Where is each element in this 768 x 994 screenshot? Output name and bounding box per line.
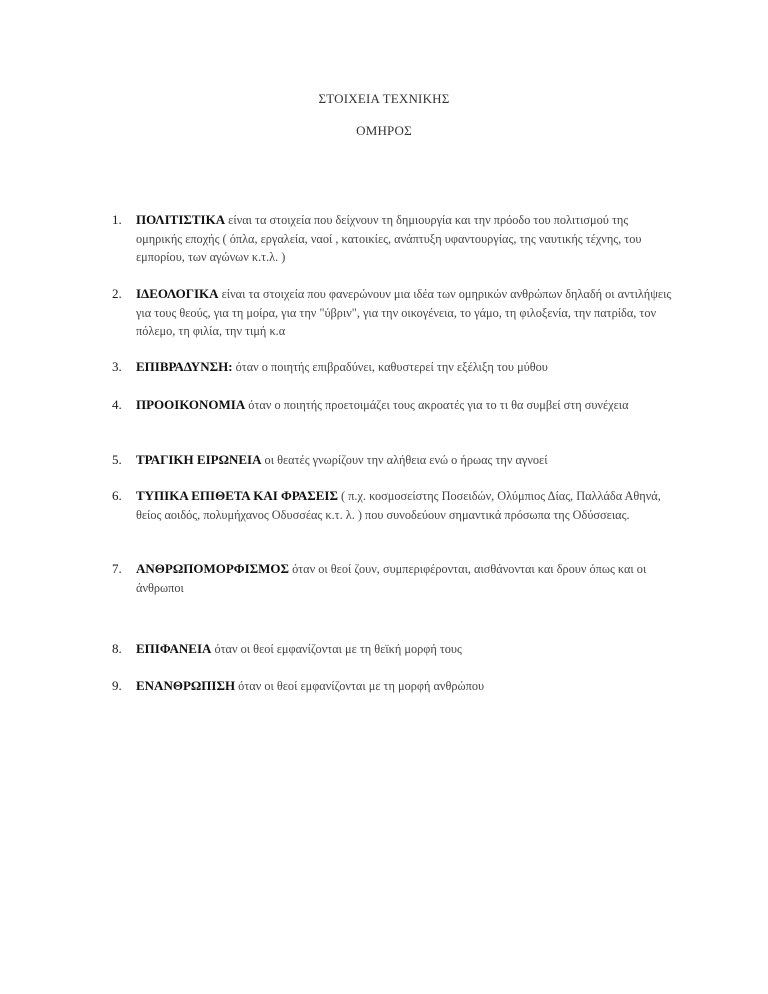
list-item	[112, 285, 672, 341]
item-term: ΠΡΟΟΙΚΟΝΟΜΙΑ	[136, 397, 246, 412]
list-item	[112, 396, 672, 415]
item-number: 7.	[112, 561, 122, 576]
document-title: ΣΤΟΙΧΕΙΑ ΤΕΧΝΙΚΗΣ	[318, 91, 450, 106]
list-item	[112, 487, 672, 524]
item-description: είναι τα στοιχεία που φανερώνουν μια ιδέα των ομηρικών ανθρώπων δηλαδή οι αντιλήψεις για τους θεούς, για τη μοίρα, για την "ύβριν", για την οικογένεια, το γάμο, τη φιλοξενία, την πατρίδα, τον πόλεμο, τη φιλία, την τιμή κ.α	[136, 287, 672, 338]
item-description: όταν οι θεοί εμφανίζονται με τη μορφή ανθρώπου	[235, 679, 485, 693]
item-term: ΙΔΕΟΛΟΓΙΚΑ	[136, 286, 219, 301]
list-item	[112, 677, 672, 696]
item-term: ΤΡΑΓΙΚΗ ΕΙΡΩΝΕΙΑ	[136, 452, 262, 467]
item-description: οι θεατές γνωρίζουν την αλήθεια ενώ ο ήρωας την αγνοεί	[261, 453, 548, 467]
item-description: όταν ο ποιητής προετοιμάζει τους ακροατές για το τι θα συμβεί στη συνέχεια	[245, 398, 629, 412]
item-number: 1.	[112, 212, 122, 227]
item-term: ΤΥΠΙΚΑ ΕΠΙΘΕΤΑ ΚΑΙ ΦΡΑΣΕΙΣ	[136, 488, 338, 503]
list-item	[112, 358, 672, 377]
item-number: 2.	[112, 286, 122, 301]
item-description: όταν οι θεοί ζουν, συμπεριφέρονται, αισθάνονται και δρουν όπως και οι άνθρωποι	[136, 562, 647, 595]
list-item	[112, 640, 672, 659]
item-description: όταν ο ποιητής επιβραδύνει, καθυστερεί την εξέλιξη του μύθου	[232, 360, 548, 374]
item-number: 3.	[112, 359, 122, 374]
item-number: 9.	[112, 678, 122, 693]
item-term: ΑΝΘΡΩΠΟΜΟΡΦΙΣΜΟΣ	[136, 561, 290, 576]
document-subtitle: ΟΜΗΡΟΣ	[356, 123, 412, 138]
item-term: ΕΠΙΒΡΑΔΥΝΣΗ:	[136, 359, 233, 374]
item-number: 5.	[112, 452, 122, 467]
item-term: ΕΝΑΝΘΡΩΠΙΣΗ	[136, 678, 236, 693]
item-number: 4.	[112, 397, 122, 412]
item-number: 6.	[112, 488, 122, 503]
list-item	[112, 451, 672, 470]
item-description: είναι τα στοιχεία που δείχνουν τη δημιουργία και την πρόοδο του πολιτισμού της ομηρικής εποχής ( όπλα, εργαλεία, ναοί , κατοικίες, ανάπτυξη υφαντουργίας, της ναυτικής τέχνης, του εμπορίου, των αγώνων κ.τ.λ. )	[136, 213, 642, 264]
item-term: ΠΟΛΙΤΙΣΤΙΚΑ	[136, 212, 226, 227]
list-item	[112, 560, 672, 597]
item-description: ( π.χ. κοσμοσείστης Ποσειδών, Ολύμπιος Δίας, Παλλάδα Αθηνά, θείος αοιδός, πολυμήχανος Οδυσσέας κ.τ. λ. ) που συνοδεύουν σημαντικά πρόσωπα της Οδύσσειας.	[136, 489, 661, 522]
item-description: όταν οι θεοί εμφανίζονται με τη θεϊκή μορφή τους	[211, 642, 462, 656]
item-number: 8.	[112, 641, 122, 656]
list-item	[112, 211, 672, 267]
item-term: ΕΠΙΦΑΝΕΙΑ	[136, 641, 212, 656]
